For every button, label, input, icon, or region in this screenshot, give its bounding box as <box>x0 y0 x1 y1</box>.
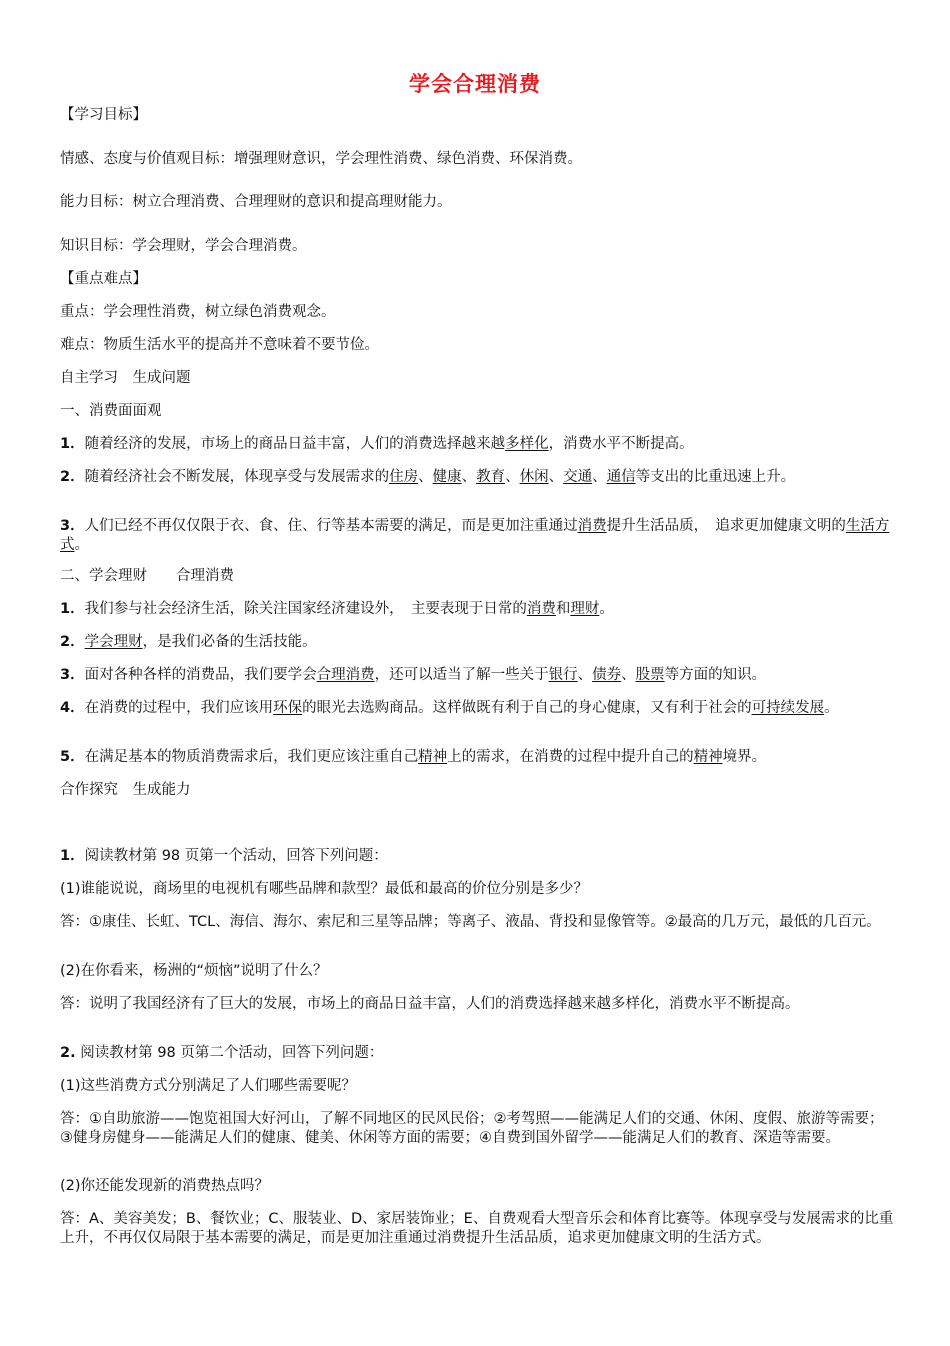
goals-heading: 【学习目标】 <box>60 107 147 123</box>
answer-blank: 可持续发展 <box>751 700 825 716</box>
item-number: 1． <box>60 601 85 617</box>
item-text: 在满足基本的物质消费需求后，我们更应该注重自己 <box>84 749 419 765</box>
separator: 、 <box>592 469 607 485</box>
answer-blank: 理财 <box>570 601 600 617</box>
item-text: 。 <box>824 700 839 716</box>
item-text: 境界。 <box>722 749 767 765</box>
answer-blank: 合理消费 <box>316 667 375 683</box>
item-number: 3． <box>60 667 85 683</box>
separator: 、 <box>418 469 433 485</box>
answer-blank: 精神 <box>418 749 448 765</box>
item-number: 2． <box>60 634 85 650</box>
key-point: 重点：学会理性消费，树立绿色消费观念。 <box>60 304 336 320</box>
item-text: 。 <box>599 601 614 617</box>
coop-question-2 <box>60 1044 895 1063</box>
coop-question-1 <box>60 847 895 866</box>
answer-blank: 通信 <box>606 469 636 485</box>
goal-ability: 能力目标：树立合理消费、合理理财的意识和提高理财能力。 <box>60 194 452 210</box>
item-text: 随着经济的发展，市场上的商品日益丰富，人们的消费选择越来越 <box>84 436 506 452</box>
item-number: 2. <box>60 1045 76 1061</box>
item-text: 在消费的过程中，我们应该用 <box>84 700 274 716</box>
goal-emotion: 情感、态度与价值观目标：增强理财意识，学会理性消费、绿色消费、环保消费。 <box>60 151 582 167</box>
item-text: 面对各种各样的消费品，我们要学会 <box>84 667 317 683</box>
answer-blank: 精神 <box>693 749 723 765</box>
coop-answer-1-1: 答：①康佳、长虹、TCL、海信、海尔、索尼和三星等品牌；等离子、液晶、背投和显像管等。②最高的几万元，最低的几百元。 <box>60 914 881 930</box>
answer-blank: 生活方式 <box>60 518 890 553</box>
separator: 、 <box>461 469 477 485</box>
item-text: ，是我们必备的生活技能。 <box>142 634 317 650</box>
item-number: 5． <box>60 749 85 765</box>
item-text: 提升生活品质， 追求更加健康文明的 <box>606 518 846 534</box>
part2-item-3 <box>60 666 895 685</box>
part1-item-1 <box>60 435 895 454</box>
item-text: ，还可以适当了解一些关于 <box>374 667 549 683</box>
coop-question-2-2: (2)你还能发现新的消费热点吗？ <box>60 1178 270 1194</box>
keypoints-heading: 【重点难点】 <box>60 271 147 287</box>
item-text: 阅读教材第 98 页第一个活动，回答下列问题： <box>84 848 388 864</box>
coop-heading: 合作探究 生成能力 <box>60 782 191 798</box>
answer-blank: 消费 <box>526 601 556 617</box>
goal-knowledge: 知识目标：学会理财，学会合理消费。 <box>60 238 307 254</box>
separator: 、 <box>505 469 520 485</box>
difficult-point: 难点：物质生活水平的提高并不意味着不要节俭。 <box>60 337 379 353</box>
item-text: 等支出的比重迅速上升。 <box>635 469 796 485</box>
answer-blank: 教育 <box>476 469 506 485</box>
item-text: 。 <box>74 537 89 553</box>
item-text: 人们已经不再仅仅限于衣、食、住、行等基本需要的满足，而是更加注重通过 <box>84 518 578 534</box>
part2-item-4 <box>60 699 895 718</box>
item-number: 3． <box>60 518 85 534</box>
item-text: ，消费水平不断提高。 <box>548 436 694 452</box>
item-text: 我们参与社会经济生活，除关注国家经济建设外， 主要表现于日常的 <box>84 601 527 617</box>
answer-blank: 债券 <box>592 667 622 683</box>
self-study-heading: 自主学习 生成问题 <box>60 370 191 386</box>
answer-blank: 交通 <box>563 469 593 485</box>
answer-blank: 消费 <box>577 518 607 534</box>
separator: 、 <box>548 469 564 485</box>
part2-item-2 <box>60 633 895 652</box>
coop-question-1-1: (1)谁能说说，商场里的电视机有哪些品牌和款型？最低和最高的价位分别是多少？ <box>60 881 589 897</box>
item-number: 1． <box>60 436 85 452</box>
answer-blank: 银行 <box>548 667 578 683</box>
item-text: 上的需求，在消费的过程中提升自己的 <box>447 749 694 765</box>
part2-heading: 二、学会理财 合理消费 <box>60 568 234 584</box>
answer-blank: 股票 <box>635 667 665 683</box>
item-text: 随着经济社会不断发展，体现享受与发展需求的 <box>84 469 390 485</box>
item-text: 等方面的知识。 <box>664 667 767 683</box>
answer-blank: 休闲 <box>519 469 549 485</box>
item-text: 阅读教材第 98 页第二个活动，回答下列问题： <box>80 1045 384 1061</box>
coop-answer-2-1: 答：①自助旅游——饱览祖国大好河山，了解不同地区的民风民俗；②考驾照——能满足人们的交通、休闲、度假、旅游等需要；③健身房健身——能满足人们的健康、健美、休闲等方面的需要；④自费到国外留学——能满足人们的教育、深造等需要。 <box>60 1111 884 1146</box>
page-title: 学会合理消费 <box>409 72 541 96</box>
separator: 、 <box>621 667 636 683</box>
answer-blank: 学会理财 <box>84 634 143 650</box>
part1-item-3 <box>60 517 895 555</box>
part2-item-5 <box>60 748 895 767</box>
coop-answer-2-2: 答：A、美容美发；B、餐饮业；C、服装业、D、家居装饰业；E、自费观看大型音乐会和体育比赛等。体现享受与发展需求的比重上升，不再仅仅局限于基本需要的满足，而是更加注重通过消费提升生活品质，追求更加健康文明的生活方式。 <box>60 1211 894 1246</box>
item-number: 2． <box>60 469 85 485</box>
item-number: 4． <box>60 700 85 716</box>
answer-blank: 环保 <box>273 700 303 716</box>
answer-blank: 住房 <box>389 469 419 485</box>
coop-answer-1-2: 答：说明了我国经济有了巨大的发展，市场上的商品日益丰富，人们的消费选择越来越多样化，消费水平不断提高。 <box>60 996 800 1012</box>
item-text: 和 <box>555 601 571 617</box>
part1-item-2 <box>60 468 895 487</box>
item-number: 1． <box>60 848 85 864</box>
coop-question-1-2: (2)在你看来，杨洲的“烦恼”说明了什么？ <box>60 963 328 979</box>
coop-question-2-1: (1)这些消费方式分别满足了人们哪些需要呢？ <box>60 1078 357 1094</box>
part1-heading: 一、消费面面观 <box>60 403 162 419</box>
answer-blank: 健康 <box>432 469 462 485</box>
part2-item-1 <box>60 600 895 619</box>
separator: 、 <box>577 667 593 683</box>
item-text: 的眼光去选购商品。这样做既有利于自己的身心健康，又有利于社会的 <box>302 700 752 716</box>
answer-blank: 多样化 <box>505 436 549 452</box>
